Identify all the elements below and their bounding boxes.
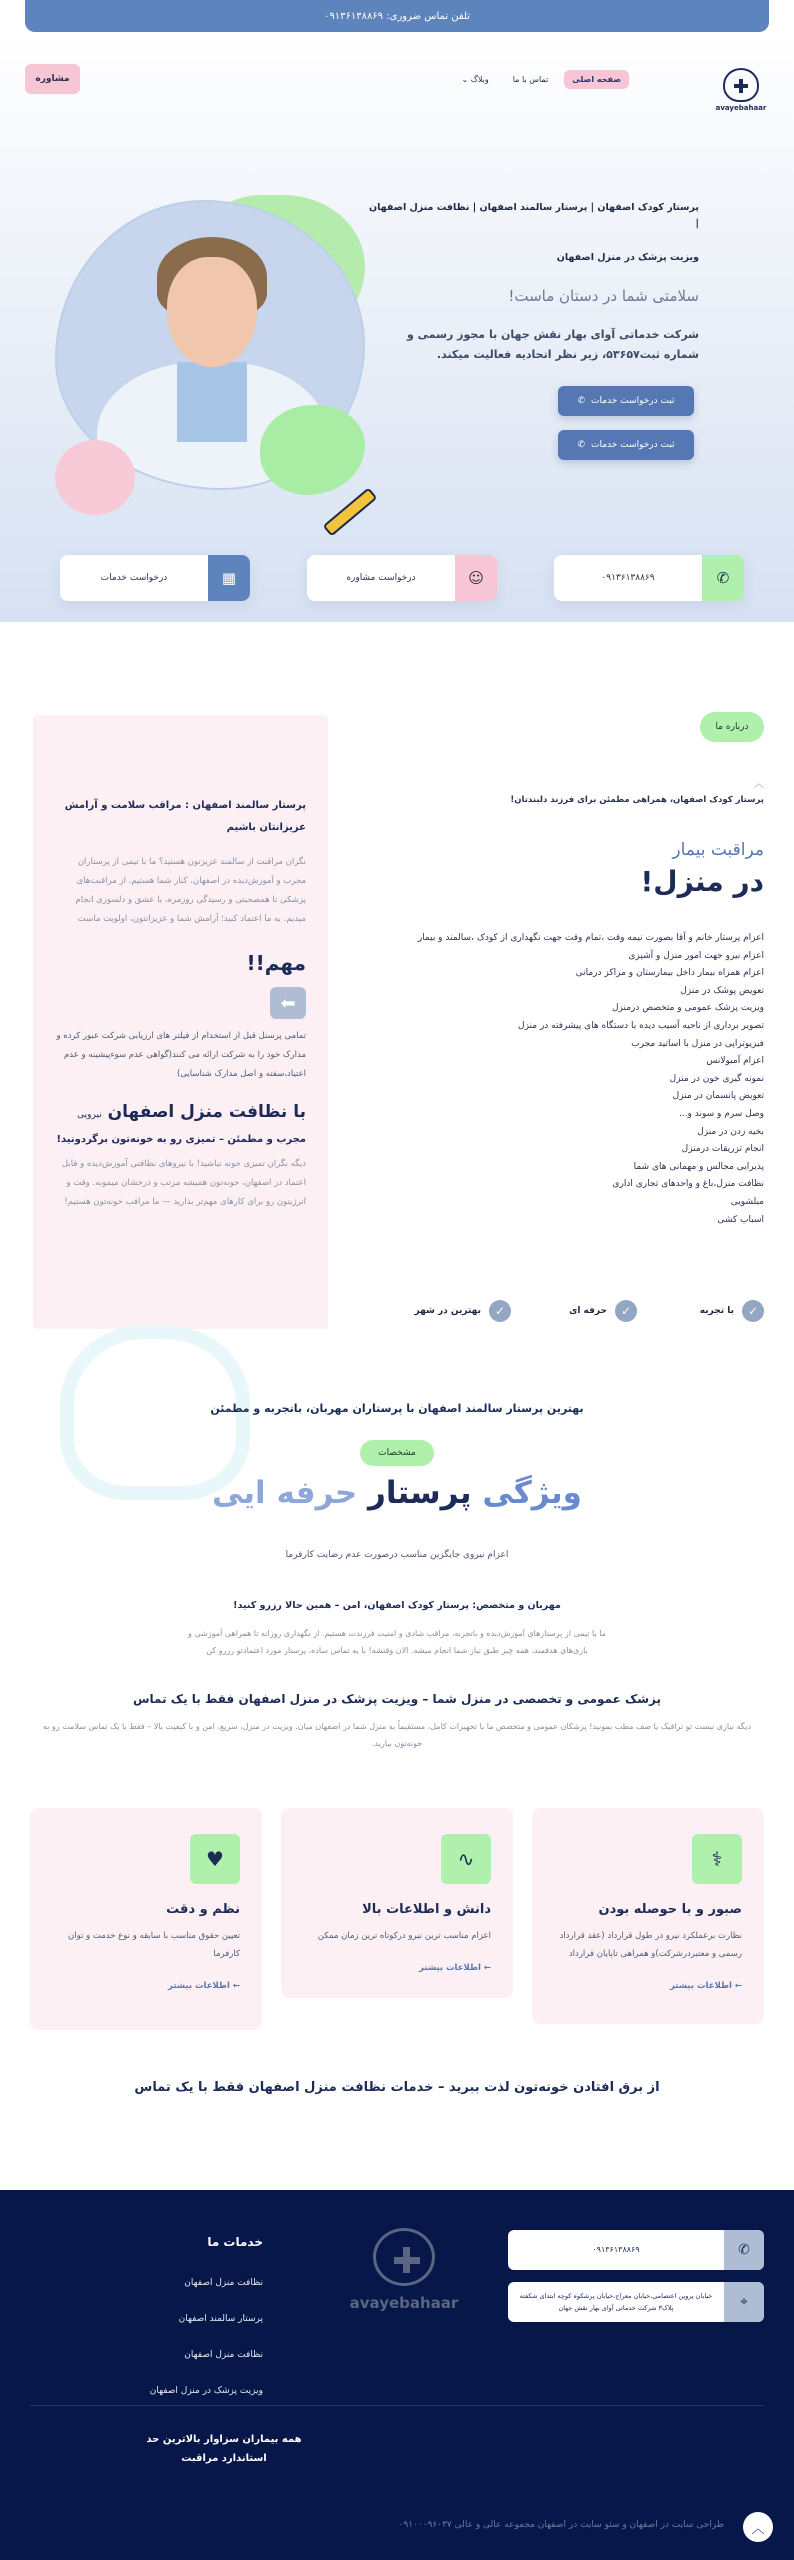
feature-card-title: نظم و دقت	[166, 1902, 240, 1917]
child-nurse-heading: مهربان و متخصص: پرستار کودک اصفهان، امن – همین حالا رزرو کنید!	[233, 1600, 561, 1611]
list-item: انجام تزریقات درمنزل	[681, 1144, 764, 1155]
about-us-pill[interactable]: درباره ما	[700, 712, 764, 742]
doctor-visit-heading: پزشک عمومی و تخصصی در منزل شما – ویزیت پزشک در منزل اصفهان فقط با یک تماس	[132, 1692, 661, 1706]
nurse-face	[167, 257, 257, 367]
features-pill[interactable]: مشخصات	[360, 1440, 434, 1466]
nav-blog[interactable]	[453, 70, 496, 89]
footer-service-link[interactable]: ویزیت پزشک در منزل اصفهان	[149, 2386, 263, 2396]
emergency-phone-text: تلفن تماس ضروری: ۰۹۱۳۶۱۳۸۸۶۹	[323, 10, 471, 22]
nurse-scrubs	[177, 362, 247, 442]
panel-important-heading: مهم!!	[246, 951, 306, 975]
footer-service-link[interactable]: نظافت منزل اصفهان	[184, 2278, 263, 2288]
nav-contact[interactable]: تماس با ما	[512, 75, 549, 84]
emergency-phone-bar[interactable]	[25, 0, 769, 32]
list-item: پذیرایی مجالس و مهمانی های شما	[633, 1161, 764, 1172]
list-item: تعویض پانسمان در منزل	[672, 1091, 764, 1102]
list-item: ویزیت پزشک عمومی و متخصص درمنزل	[612, 1003, 764, 1014]
feature-card-title: صبور و با حوصله بودن	[598, 1902, 742, 1917]
service-card[interactable]	[60, 555, 250, 601]
panel-text: نگران مراقبت از سالمند عزیزتون هستید؟ ما با تیمی از پرستاران مجرب و آموزش‌دیده در اصفهان، کنار شما هستیم. از مراقبت‌های پزشکی تا همصحبتی و رسیدگی روزمره، با عشق و دلسوزی انجام میدیم. به ما اعتماد کنید؛ آرامش شما و عزیزانتون، اولویت ماست	[75, 857, 306, 924]
more-info-link[interactable]: ← اطلاعات بیشتر	[167, 1981, 240, 1991]
nav-home[interactable]: صفحه اصلی	[564, 70, 629, 89]
logo-cross-icon	[723, 68, 759, 102]
features-title	[0, 1475, 794, 1511]
feature-card-text: اعزام مناسب ترین نیرو درکوتاه ترین زمان ممکن	[317, 1931, 491, 1941]
service-list	[384, 930, 764, 1229]
hero-keywords: پرستار کودک اصفهان | پرستار سالمند اصفهان | نظافت منزل اصفهان |	[368, 202, 699, 229]
panel-title: پرستار سالمند اصفهان : مراقب سلامت و آرامش عزیزانتان باشیم	[64, 800, 306, 833]
feature-card-text: تعیین حقوق مناسب با سابقه و نوع خدمت و توان کارفرما	[67, 1931, 240, 1959]
list-item: وصل سرم و سوند و...	[678, 1108, 764, 1119]
footer-address	[508, 2282, 764, 2322]
footer-services-list	[150, 2265, 263, 2409]
features-intro: بهترین پرستار سالمند اصفهان با پرستاران مهربان، باتجربه و مطمئن	[210, 1402, 584, 1415]
list-item: تصویر برداری از ناحیه آسیب دیده با دستگاه های پیشرفته در منزل	[518, 1020, 764, 1031]
footer-motto: همه بیماران سزاوار بالاترین حد استاندارد مراقبت	[146, 2434, 302, 2464]
panel-cleaning-sub: مجرب و مطمئن – تمیزی رو به خونه‌تون برگردونید!	[56, 1134, 306, 1145]
check-label: حرفه ای	[569, 1306, 607, 1316]
feature-card-knowledge	[281, 1808, 513, 1998]
list-item: اعزام همراه بیمار داخل بیمارستان و مراکز درمانی	[575, 968, 764, 979]
feature-card-text: نظارت برعملکرد نیرو در طول قرارداد (عقد قرارداد رسمی و معتبرد‌رشرکت)و همراهی تاپایان قرارداد	[559, 1931, 742, 1959]
panel-cleaning-heading-small: نیرویی	[77, 1110, 102, 1120]
check-label: بهترین در شهر	[414, 1306, 481, 1316]
heart-icon: ♥	[190, 1834, 240, 1884]
about-tagline: پرستار کودک اصفهان، همراهی مطمئن برای فرزند دلبندتان!	[510, 795, 764, 805]
location-icon: ⌖	[724, 2282, 764, 2322]
stethoscope-icon: ⚕	[692, 1834, 742, 1884]
request-service-button-1[interactable]	[558, 386, 694, 416]
footer-service-link[interactable]: پرستار سالمند اصفهان	[178, 2314, 263, 2324]
phone-card-number: ۰۹۱۳۶۱۳۸۸۶۹	[601, 573, 655, 583]
cleaning-tagline: از برق افتادن خونه‌تون لذت ببرید – خدمات نظافت منزل اصفهان فقط با یک تماس	[134, 2080, 660, 2095]
arrow-left-icon: ⬅	[270, 987, 306, 1019]
footer-logo-text: avayebahaar	[349, 2294, 459, 2312]
consult-card[interactable]	[307, 555, 497, 601]
panel-cleaning-heading-text: با نظافت منزل اصفهان	[107, 1102, 306, 1122]
footer-address-text: خیابان پروین اعتصامی،خیابان معراج،خیابان پرشکوه کوچه ابتدای شکفته پلاک۳ شرکت خدماتی آوای بهار نقش جهان	[519, 2292, 713, 2312]
check-best-in-city	[414, 1300, 511, 1322]
features-title-part-a: ویژگی	[482, 1475, 582, 1511]
main-nav	[453, 70, 629, 89]
list-item: مبلشویی	[730, 1196, 764, 1207]
panel-cleaning-heading	[55, 1102, 306, 1122]
phone-icon: ✆	[702, 555, 744, 601]
list-item: بخیه زدن در منزل	[697, 1126, 764, 1137]
list-item: نظافت منزل،باغ و واحدهای تجاری اداری	[612, 1179, 764, 1190]
about-heading-large: در منزل!	[640, 865, 764, 898]
pulse-icon: ∿	[441, 1834, 491, 1884]
footer-service-link[interactable]: نظافت منزل اصفهان	[184, 2350, 263, 2360]
consult-button[interactable]: مشاوره	[25, 64, 80, 94]
footer-services-title: خدمات ما	[207, 2235, 263, 2249]
person-icon: ☺	[455, 555, 497, 601]
feature-card-title: دانش و اطلاعات بالا	[362, 1902, 491, 1917]
phone-icon: ✆	[577, 396, 585, 406]
request-service-label-1: ثبت درخواست خدمات	[591, 396, 675, 406]
chevron-up-icon[interactable]: ︿	[754, 779, 764, 790]
quick-contact-row	[50, 555, 744, 603]
doctor-visit-text: دیگه نیازی نیست تو ترافیک یا صف مطب بمونید! پزشکان عمومی و متخصص ما با تجهیزات کامل، مستقیماً به منزل شما در اصفهان میان. ویزیت در منزل، سریع، امن و با کیفیت بالا – فقط با یک تماس سلامت رو به خونه‌تون بیارید.	[42, 1722, 752, 1748]
service-card-label: درخواست خدمات	[100, 573, 168, 583]
footer-copyright: طراحی سایت در اصفهان و سئو سایت در اصفهان مجموعه عالی و عالی ۰۹۱۰۰۰۹۶۰۳۷	[398, 2520, 724, 2530]
more-info-link[interactable]: ← اطلاعات بیشتر	[418, 1963, 491, 1973]
logo-text: avayebahaar	[715, 104, 767, 112]
check-icon: ✓	[489, 1300, 511, 1322]
decor-circle-pink	[55, 440, 135, 515]
phone-icon: ✆	[724, 2230, 764, 2270]
panel-important-text: تمامی پرسنل قبل از استخدام از فیلتر های ارزیابی شرکت عبور کرده و مدارک خود را به شرکت ارائه می کنند(گواهی عدم سوءپیشینه و عدم اعتیاد،سفته و اصل مدارک شناسایی)	[56, 1031, 306, 1079]
list-item: نمونه گیری خون در منزل	[669, 1073, 764, 1084]
list-item: اعزام نیرو جهت امور منزل و آشپزی	[628, 950, 764, 961]
features-title-part-b: پرستار	[368, 1475, 472, 1511]
features-title-part-c: حرفه ایی	[212, 1475, 358, 1511]
arrow-up-icon: ︿	[751, 2521, 765, 2537]
request-service-label-2: ثبت درخواست خدمات	[591, 440, 675, 450]
phone-card[interactable]	[554, 555, 744, 601]
hero-description: شرکت خدماتی آوای بهار نقش جهان با مجوز رسمی و شماره ثبت۵۳۶۵۷، زیر نظر اتحادیه فعالیت میکند.	[407, 328, 699, 361]
scroll-to-top-button[interactable]	[743, 2512, 773, 2542]
phone-icon: ✆	[577, 440, 585, 450]
hero-text-block	[369, 200, 699, 365]
hero-subkeyword: ویزیت پزشک در منزل اصفهان	[556, 252, 699, 263]
check-icon: ✓	[615, 1300, 637, 1322]
logo-cross-icon	[373, 2228, 435, 2286]
child-nurse-text: ما با تیمی از پرستارهای آموزش‌دیده و باتجربه، مراقب شادی و امنیت فرزندت هستیم. از نگهداری روزانه تا همراهی آموزشی و بازی‌های هدفمند، همه چیز طبق نیاز شما انجام میشه. الان وقتشه! با یه تماس ساده، پرستار مورد اعتمادتو رزرو کن	[188, 1629, 606, 1655]
footer-phone-number: ۰۹۱۳۶۱۳۸۸۶۹	[592, 2245, 640, 2254]
info-panel	[33, 715, 328, 1329]
feature-card-patience	[532, 1808, 764, 2024]
check-experienced	[700, 1300, 764, 1322]
list-item: اعزام آمبولانس	[706, 1056, 764, 1067]
request-service-button-2[interactable]	[558, 430, 694, 460]
panel-cleaning-text: دیگه نگران تمیزی خونه نباشید! با نیروهای نظافتی آموزش‌دیده و قابل اعتماد در اصفهان، خونه‌تون همیشه مرتب و درخشان میمونه. وقت و انرژیتون رو برای کارهای مهم‌تر بذارید — ما مراقب خونه‌تون هستیم!	[61, 1159, 306, 1207]
list-item: اسباب کشی	[717, 1214, 764, 1225]
more-info-link[interactable]: ← اطلاعات بیشتر	[669, 1981, 742, 1991]
list-item: فیزیوتراپی در منزل با اساتید مجرب	[631, 1038, 764, 1049]
chevron-down-icon: ⌄	[461, 75, 469, 84]
consult-card-label: درخواست مشاوره	[346, 573, 416, 583]
footer-divider	[30, 2405, 764, 2406]
check-professional	[569, 1300, 637, 1322]
site-logo[interactable]	[715, 68, 767, 116]
about-heading-small: مراقبت بیمار	[672, 840, 764, 860]
features-subtitle: اعزام نیروی جایگزین مناسب درصورت عدم رضایت کارفرما	[285, 1550, 509, 1560]
calendar-icon: ▦	[208, 555, 250, 601]
footer-logo[interactable]	[350, 2228, 458, 2328]
footer-phone[interactable]	[508, 2230, 764, 2270]
nav-blog-label: وبلاگ	[470, 75, 489, 84]
list-item: تعویض پوشک در منزل	[680, 985, 764, 996]
feature-card-precision	[30, 1808, 262, 2030]
hero-heading: سلامتی شما در دستان ماست!	[508, 287, 699, 305]
check-label: با تجربه	[699, 1306, 734, 1316]
list-item: اعزام پرستار خانم و آقا بصورت نیمه وقت ،تمام وقت جهت نگهداری از کودک ،سالمند و بیمار	[417, 933, 764, 943]
check-icon: ✓	[742, 1300, 764, 1322]
